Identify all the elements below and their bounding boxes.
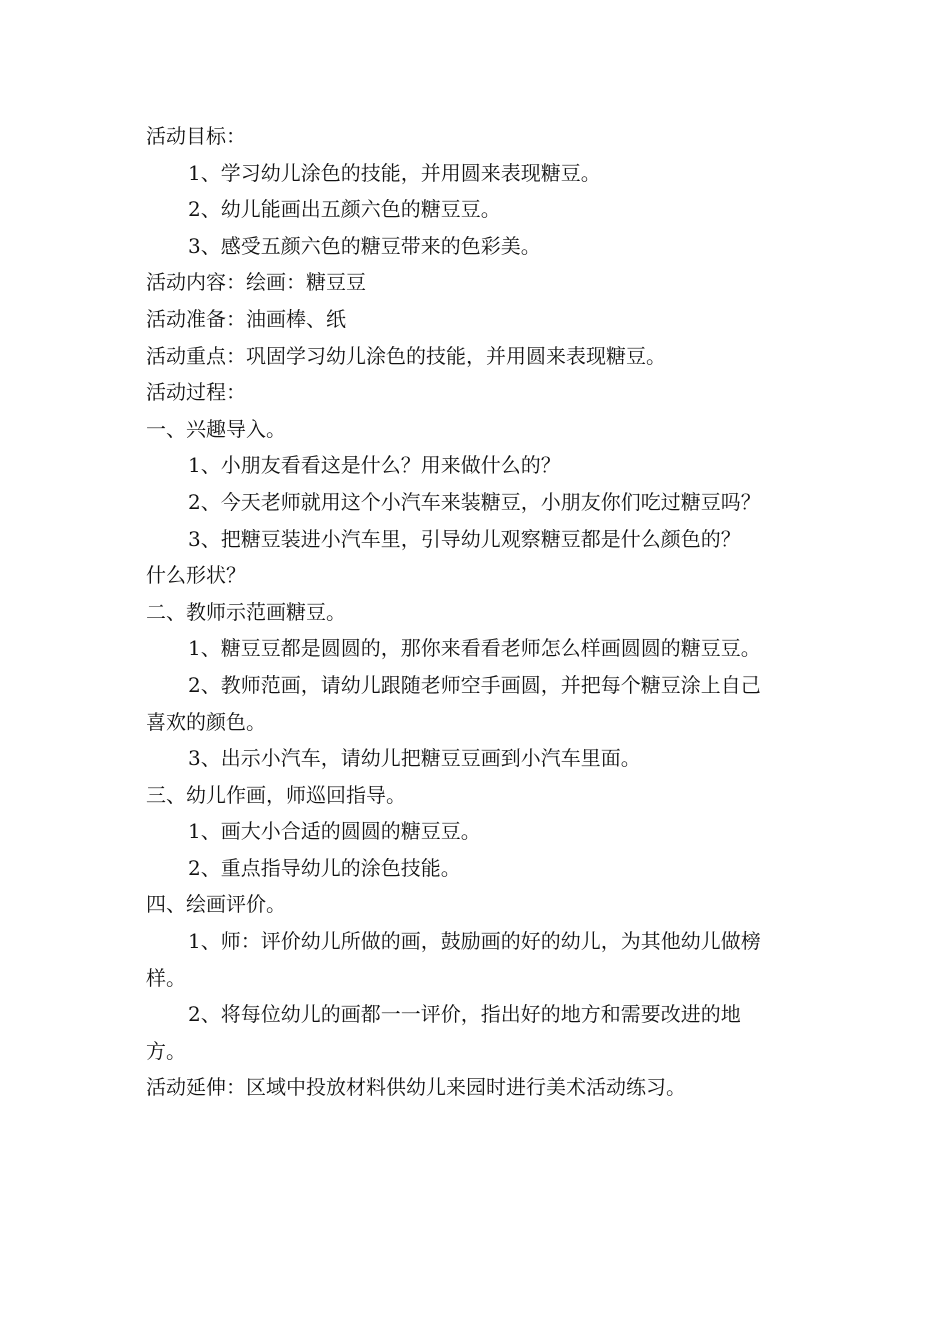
document-line: 样。 [146, 965, 186, 990]
document-line: 活动重点：巩固学习幼儿涂色的技能，并用圆来表现糖豆。 [146, 343, 666, 368]
document-line: 2、教师范画，请幼儿跟随老师空手画圆，并把每个糖豆涂上自己 [188, 672, 761, 697]
document-line: 活动内容：绘画：糖豆豆 [146, 270, 366, 295]
document-body [146, 118, 816, 1106]
document-line: 3、把糖豆装进小汽车里，引导幼儿观察糖豆都是什么颜色的？ [188, 526, 741, 551]
document-line: 1、画大小合适的圆圆的糖豆豆。 [188, 819, 481, 844]
document-line: 2、重点指导幼儿的涂色技能。 [188, 855, 461, 880]
document-line: 什么形状？ [146, 563, 246, 588]
document-line: 1、师：评价幼儿所做的画，鼓励画的好的幼儿，为其他幼儿做榜 [188, 929, 761, 954]
document-line: 2、幼儿能画出五颜六色的糖豆豆。 [188, 197, 501, 222]
document-line: 2、今天老师就用这个小汽车来装糖豆，小朋友你们吃过糖豆吗？ [188, 489, 761, 514]
document-line: 三、幼儿作画，师巡回指导。 [146, 782, 406, 807]
document-line: 喜欢的颜色。 [146, 709, 266, 734]
document-line: 方。 [146, 1038, 186, 1063]
document-line: 一、兴趣导入。 [146, 416, 286, 441]
document-line: 四、绘画评价。 [146, 892, 286, 917]
document-line: 1、学习幼儿涂色的技能，并用圆来表现糖豆。 [188, 160, 601, 185]
document-line: 活动目标： [146, 124, 246, 148]
document-line: 1、糖豆豆都是圆圆的，那你来看看老师怎么样画圆圆的糖豆豆。 [188, 636, 761, 661]
document-line: 活动过程： [146, 380, 246, 405]
document-line: 3、出示小汽车，请幼儿把糖豆豆画到小汽车里面。 [188, 746, 641, 771]
document-line: 2、将每位幼儿的画都一一评价，指出好的地方和需要改进的地 [188, 1002, 741, 1027]
document-line: 3、感受五颜六色的糖豆带来的色彩美。 [188, 233, 541, 258]
document-line: 活动延伸：区域中投放材料供幼儿来园时进行美术活动练习。 [146, 1075, 686, 1100]
document-line: 活动准备：油画棒、纸 [146, 306, 346, 331]
document-line: 二、教师示范画糖豆。 [146, 599, 346, 624]
document-line: 1、小朋友看看这是什么？用来做什么的？ [188, 453, 561, 478]
